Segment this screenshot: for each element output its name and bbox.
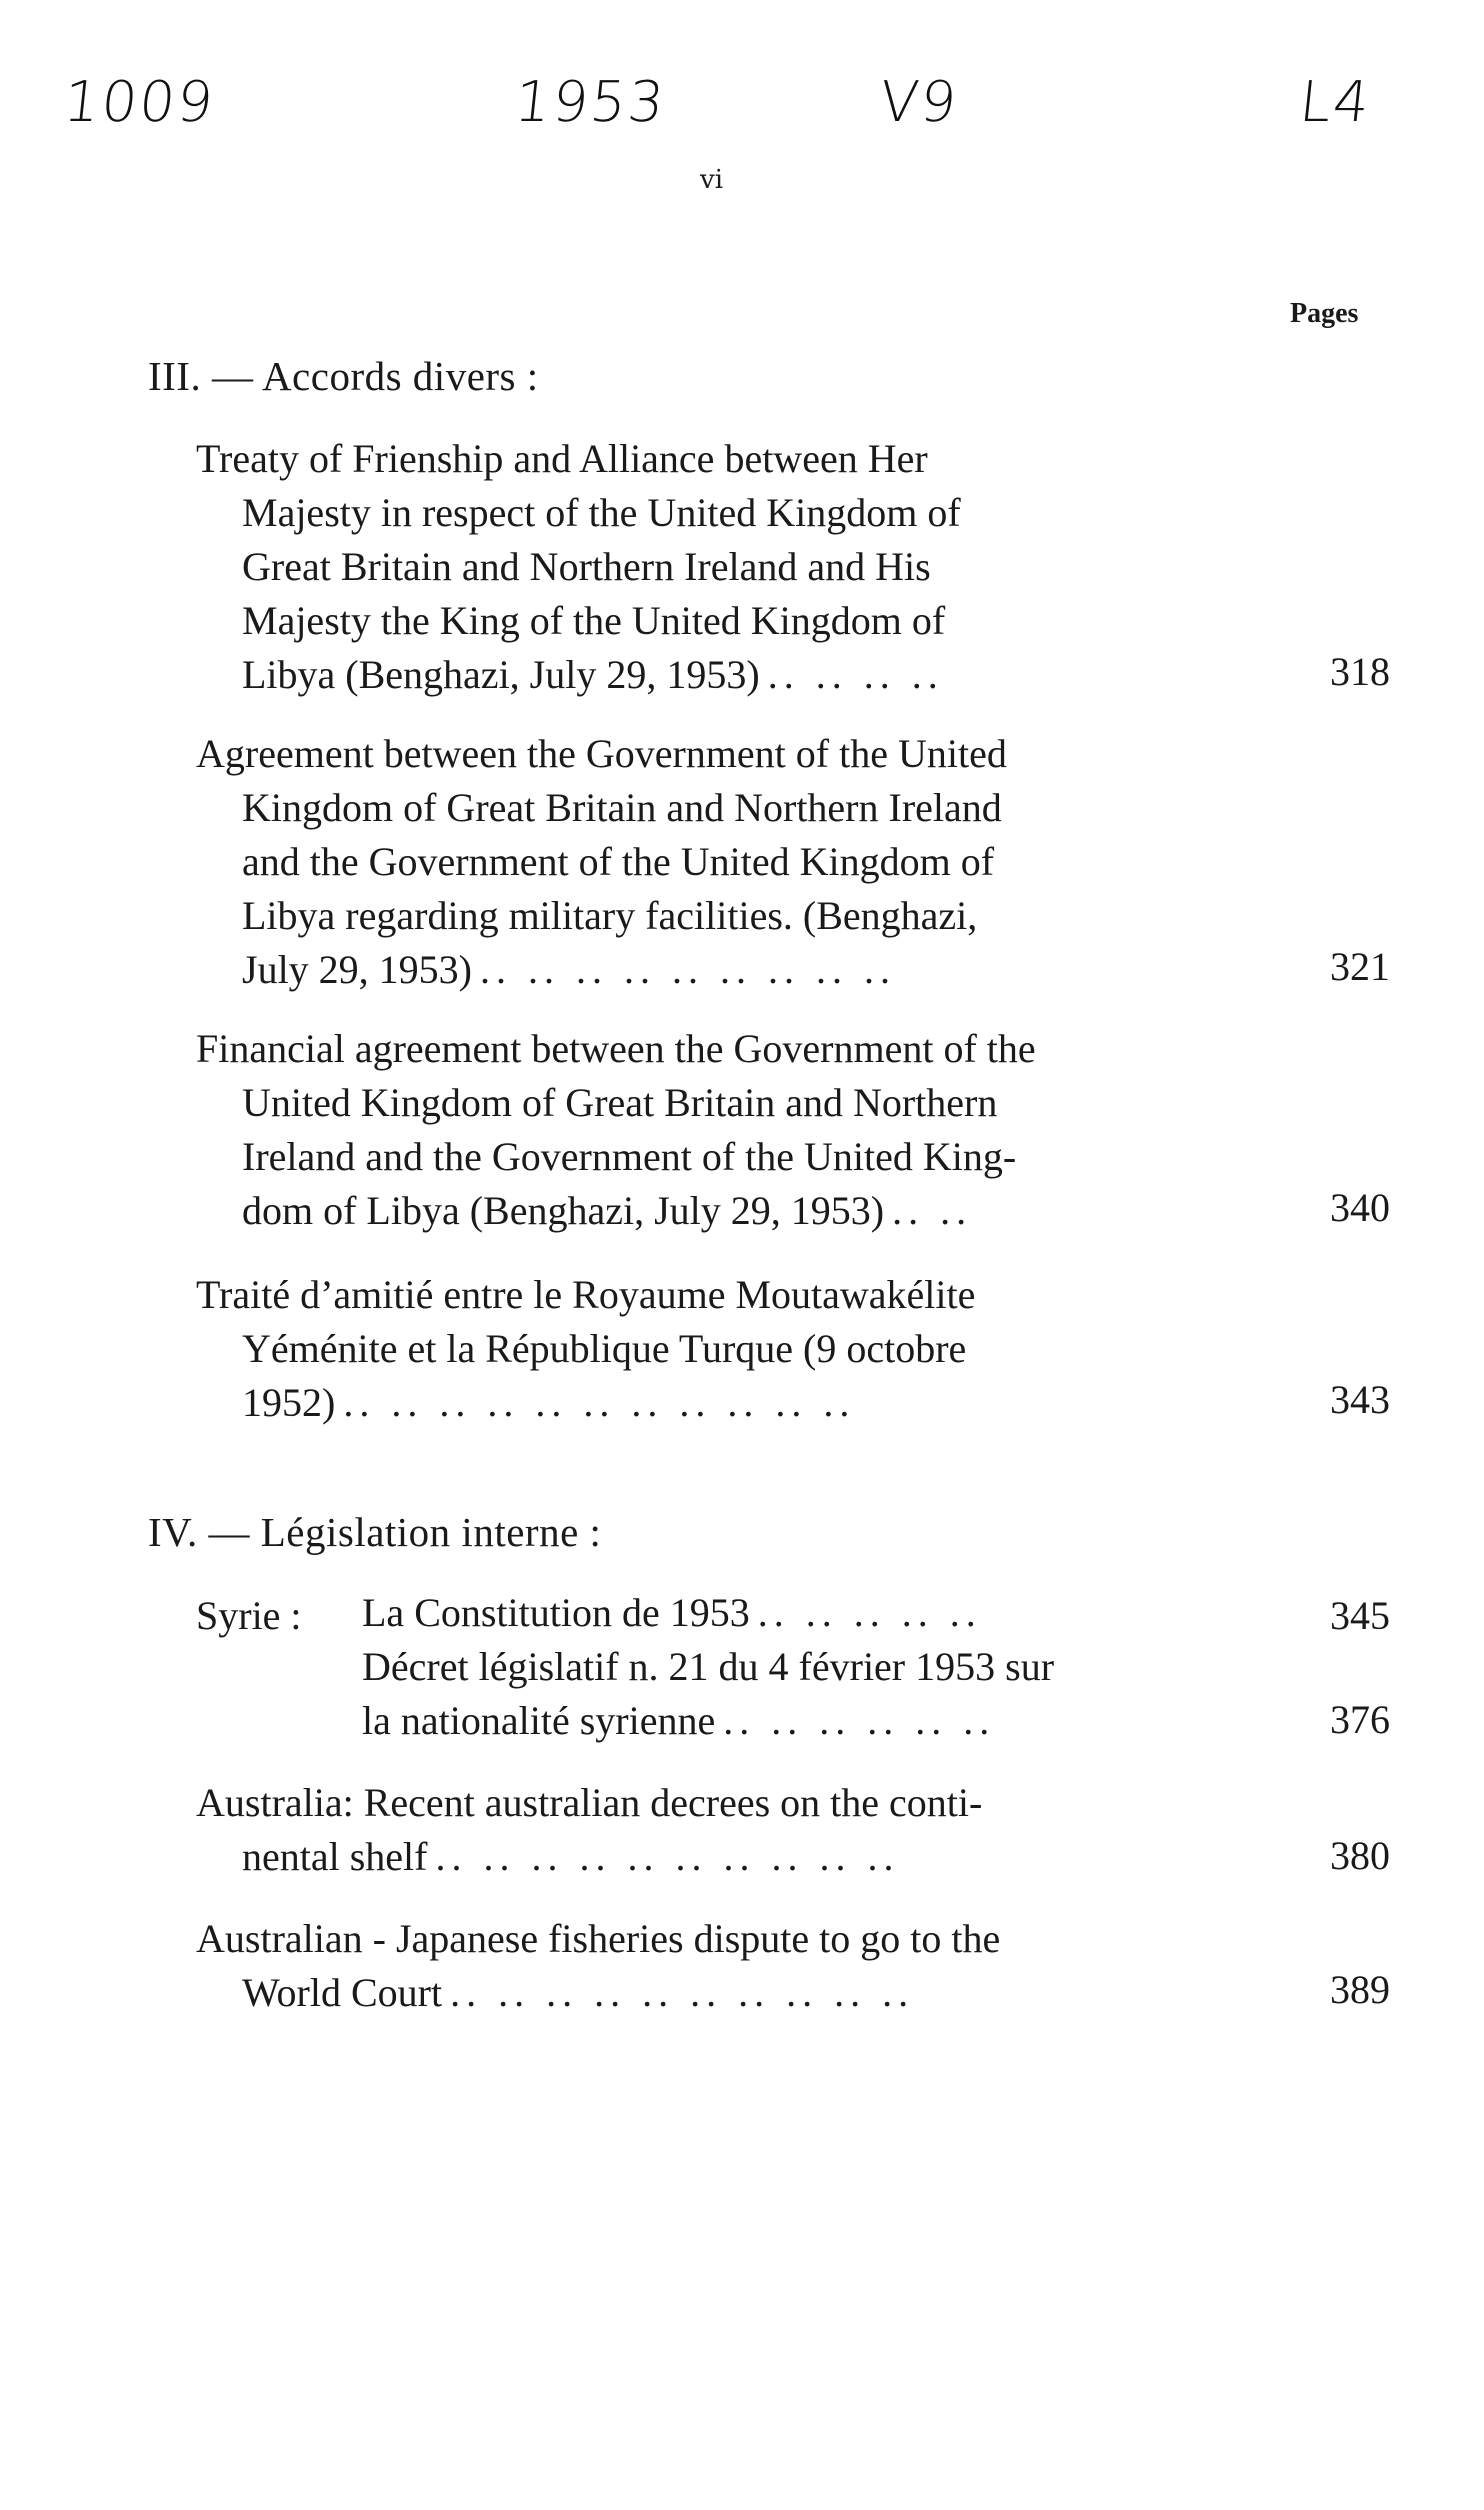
entry-line: Australian - Japanese fisheries dispute to go to the [196, 1916, 1001, 1961]
entry-line-text: La Constitution de 1953 [362, 1590, 750, 1635]
entry-line-last [196, 1966, 1211, 2020]
toc-entry-fisheries-dispute [196, 1912, 1211, 2020]
leader-dots: .. .. .. .. .. .. [723, 1698, 996, 1743]
leader-dots: .. .. [892, 1188, 973, 1233]
handwritten-note-3: V9 [876, 70, 962, 135]
toc-entry-military-facilities [196, 727, 1211, 997]
page-ref-340: 340 [1330, 1185, 1390, 1230]
leader-dots: .. .. .. .. .. .. .. .. .. [480, 947, 896, 992]
handwritten-note-4: L4 [1296, 70, 1375, 135]
entry-line-last [196, 1830, 1211, 1884]
entry-line: Great Britain and Northern Ireland and His [242, 544, 931, 589]
entry-line-text: World Court [242, 1970, 443, 2015]
entry-line: United Kingdom of Great Britain and Northern [242, 1080, 998, 1125]
entry-line: Ireland and the Government of the United King- [242, 1134, 1017, 1179]
entry-line: Yéménite et la République Turque (9 octobre [242, 1326, 967, 1371]
entry-line-text: nental shelf [242, 1834, 428, 1879]
page-number: vi [700, 165, 724, 195]
page-ref-321: 321 [1330, 944, 1390, 989]
section-heading-iii: III. — Accords divers : [148, 353, 539, 399]
toc-entry-financial-agreement [196, 1022, 1211, 1238]
entry-line-text: July 29, 1953) [242, 947, 472, 992]
leader-dots: .. .. .. .. .. .. .. .. .. .. [435, 1834, 900, 1879]
entry-line: Traité d’amitié entre le Royaume Moutawakélite [196, 1272, 976, 1317]
toc-entry-constitution-1953 [362, 1586, 1212, 1640]
entry-line: Décret législatif n. 21 du 4 février 1953 sur [362, 1644, 1055, 1689]
entry-line-text: dom of Libya (Benghazi, July 29, 1953) [242, 1188, 885, 1233]
handwritten-note-2: 1953 [511, 70, 669, 135]
entry-line: Agreement between the Government of the United [196, 731, 1007, 776]
syrie-label: Syrie : [196, 1593, 302, 1638]
toc-entry-traite-amitie [196, 1268, 1211, 1430]
entry-line-last [196, 1184, 1211, 1238]
entry-line: and the Government of the United Kingdom of [242, 839, 995, 884]
leader-dots: .. .. .. .. .. .. .. .. .. .. [450, 1970, 915, 2015]
toc-entry-australia-continental-shelf [196, 1776, 1211, 1884]
entry-line-last [196, 943, 1211, 997]
toc-entry-treaty-friendship [196, 432, 1211, 702]
page-ref-380: 380 [1330, 1833, 1390, 1878]
page-ref-389: 389 [1330, 1967, 1390, 2012]
entry-line: Treaty of Frienship and Alliance between Her [196, 436, 928, 481]
entry-line: Kingdom of Great Britain and Northern Ireland [242, 785, 1002, 830]
leader-dots: .. .. .. .. .. [757, 1590, 982, 1635]
leader-dots: .. .. .. .. .. .. .. .. .. .. .. [343, 1380, 856, 1425]
leader-dots: .. .. .. .. [767, 652, 944, 697]
page-ref-318: 318 [1330, 649, 1390, 694]
page-ref-343: 343 [1330, 1377, 1390, 1422]
entry-line-text: la nationalité syrienne [362, 1698, 716, 1743]
entry-line-last [196, 1376, 1211, 1430]
entry-line: Financial agreement between the Government of the [196, 1026, 1036, 1071]
entry-line-last [196, 648, 1211, 702]
entry-line-text: 1952) [242, 1380, 336, 1425]
entry-line-last [362, 1586, 1212, 1640]
handwritten-note-1: 1009 [60, 70, 218, 135]
pages-column-header: Pages [1290, 298, 1359, 329]
entry-line: Majesty in respect of the United Kingdom of [242, 490, 961, 535]
entry-line: Majesty the King of the United Kingdom of [242, 598, 946, 643]
entry-line: Libya regarding military facilities. (Benghazi, [242, 893, 978, 938]
section-heading-iv: IV. — Législation interne : [148, 1509, 602, 1555]
entry-line: Australia: Recent australian decrees on the conti- [196, 1780, 983, 1825]
entry-line-text: Libya (Benghazi, July 29, 1953) [242, 652, 760, 697]
entry-line-last [362, 1694, 1212, 1748]
toc-entry-decret-nationalite [362, 1640, 1212, 1748]
page-ref-376: 376 [1330, 1697, 1390, 1742]
page-ref-345: 345 [1330, 1593, 1390, 1638]
